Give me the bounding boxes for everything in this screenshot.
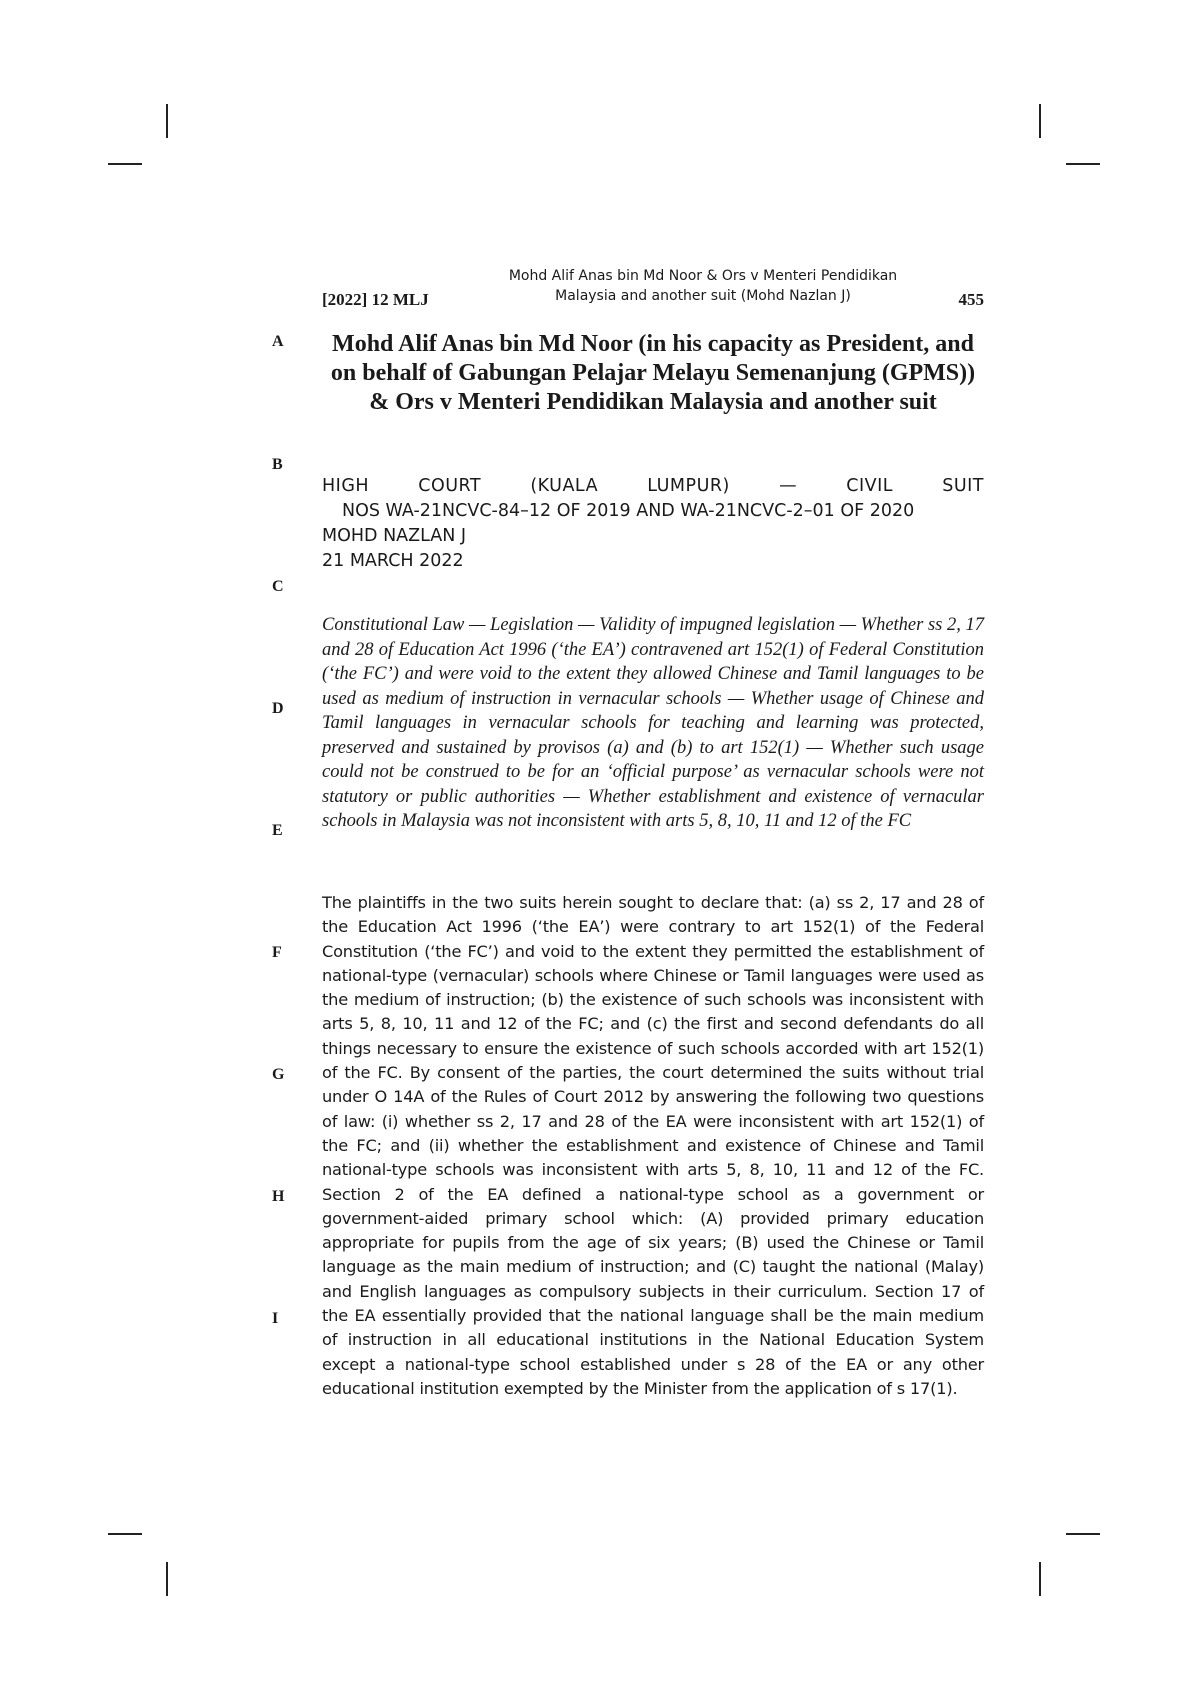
court-word: LUMPUR) bbox=[647, 476, 730, 496]
margin-letter-g: G bbox=[272, 1066, 285, 1083]
running-head-citation: [2022] 12 MLJ bbox=[322, 290, 429, 309]
crop-mark-top-right-vertical bbox=[1039, 104, 1041, 138]
court-details bbox=[322, 474, 984, 574]
crop-mark-bottom-right-vertical bbox=[1039, 1562, 1041, 1596]
court-line1 bbox=[322, 474, 984, 499]
headnote-paragraph: The plaintiffs in the two suits herein sought to declare that: (a) ss 2, 17 and 28 of the Education Act 1996 (‘the EA’) were contrary to art 152(1) of the Federal Constitution (‘the FC’) and void to the extent they permitted the establishment of national-type (vernacular) schools where Chinese or Tamil languages were used as the medium of instruction; (b) the existence of such schools was inconsistent with arts 5, 8, 10, 11 and 12 of the FC; and (c) the first and second defendants do all things necessary to ensure the existence of such schools accorded with art 152(1) of the FC. By consent of the parties, the court determined the suits without trial under O 14A of the Rules of Court 2012 by answering the following two questions of law: (i) whether ss 2, 17 and 28 of the EA were inconsistent with art 152(1) of the FC; and (ii) whether the establishment and existence of Chinese and Tamil national-type schools was inconsistent with arts 5, 8, 10, 11 and 12 of the FC. Section 2 of the EA defined a national-type school as a government or government-aided primary school which: (A) provided primary education appropriate for pupils from the age of six years; (B) used the Chinese or Tamil language as the main medium of instruction; and (C) taught the national (Malay) and English languages as compulsory subjects in their curriculum. Section 17 of the EA essentially provided that the national language shall be the main medium of instruction in all educational institutions in the National Education System except a national-type school established under s 28 of the EA or any other educational institution exempted by the Minister from the application of s 17(1). bbox=[322, 893, 984, 1398]
court-word: SUIT bbox=[942, 476, 984, 496]
crop-mark-top-right-horizontal bbox=[1066, 163, 1100, 165]
margin-letter-b: B bbox=[272, 456, 283, 473]
running-head-title bbox=[472, 266, 934, 306]
crop-mark-bottom-left-horizontal bbox=[108, 1533, 142, 1535]
case-title-line3: & Ors v Menteri Pendidikan Malaysia and another suit bbox=[369, 389, 937, 415]
crop-mark-top-left-horizontal bbox=[108, 163, 142, 165]
page-number: 455 bbox=[958, 290, 984, 309]
court-word: CIVIL bbox=[846, 476, 894, 496]
court-word: (KUALA bbox=[530, 476, 599, 496]
margin-letter-e: E bbox=[272, 822, 283, 839]
margin-letter-i: I bbox=[272, 1310, 279, 1327]
case-title-line1: Mohd Alif Anas bin Md Noor (in his capacity as President, and bbox=[332, 331, 974, 357]
crop-mark-top-left-vertical bbox=[166, 104, 168, 138]
crop-mark-bottom-right-horizontal bbox=[1066, 1533, 1100, 1535]
margin-letter-f: F bbox=[272, 944, 282, 961]
crop-mark-bottom-left-vertical bbox=[166, 1562, 168, 1596]
case-title-line2: on behalf of Gabungan Pelajar Melayu Semenanjung (GPMS)) bbox=[330, 360, 976, 386]
judgment-date: 21 MARCH 2022 bbox=[322, 551, 464, 571]
case-numbers: NOS WA-21NCVC-84–12 OF 2019 AND WA-21NCVC-2–01 OF 2020 bbox=[342, 501, 915, 521]
margin-letter-a: A bbox=[272, 333, 284, 350]
catchwords: Constitutional Law — Legislation — Validity of impugned legislation — Whether ss 2, 17 and 28 of Education Act 1996 (‘the EA’) contravened art 152(1) of Federal Constitution (‘the FC’) and were void to the extent they allowed Chinese and Tamil languages to be used as medium of instruction in vernacular schools — Whether usage of Chinese and Tamil languages in vernacular schools for teaching and learning was protected, preserved and sustained by provisos (a) and (b) to art 152(1) — Whether such usage could not be construed to be for an ‘official purpose’ as vernacular schools were not statutory or public authorities — Whether establishment and existence of vernacular schools in Malaysia was not inconsistent with arts 5, 8, 10, 11 and 12 of the FC bbox=[322, 615, 984, 831]
margin-letter-h: H bbox=[272, 1188, 285, 1205]
court-word: — bbox=[779, 476, 798, 496]
margin-letter-c: C bbox=[272, 578, 284, 595]
court-word: HIGH bbox=[322, 476, 370, 496]
judge-name: MOHD NAZLAN J bbox=[322, 526, 467, 546]
running-head bbox=[322, 266, 984, 310]
running-head-title-line2: Malaysia and another suit (Mohd Nazlan J) bbox=[555, 288, 851, 304]
running-head-title-line1: Mohd Alif Anas bin Md Noor & Ors v Menteri Pendidikan bbox=[508, 268, 898, 284]
case-title bbox=[322, 330, 984, 417]
court-word: COURT bbox=[418, 476, 482, 496]
margin-letter-d: D bbox=[272, 700, 284, 717]
